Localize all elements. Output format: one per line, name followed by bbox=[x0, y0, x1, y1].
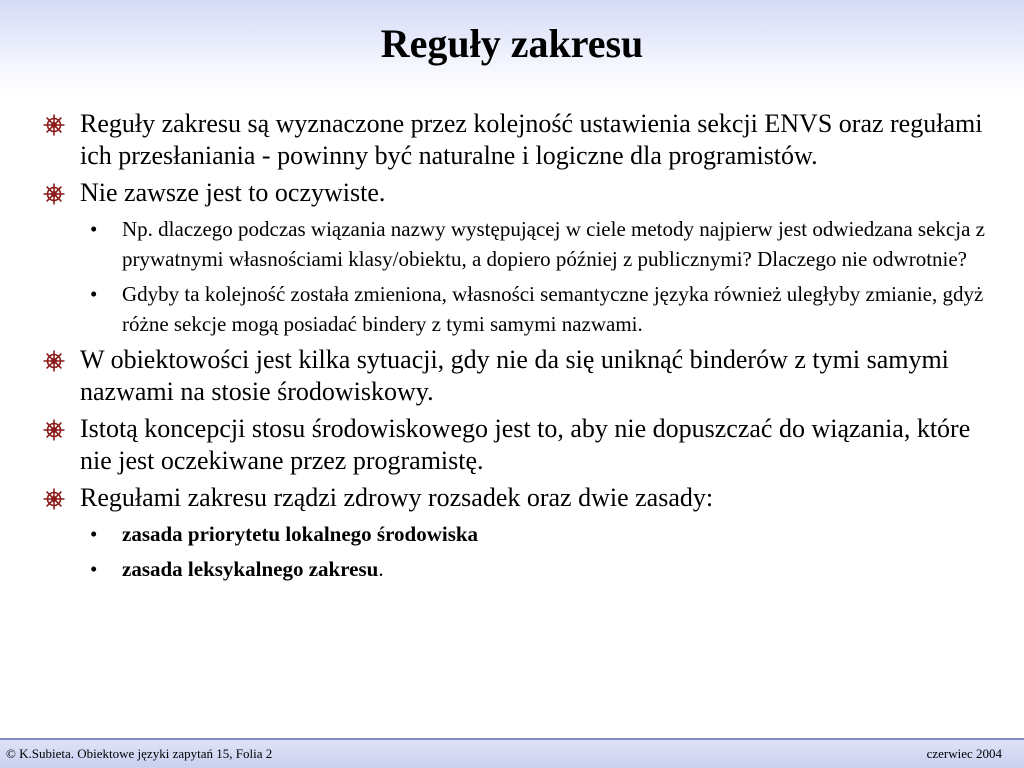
ship-wheel-icon bbox=[42, 182, 66, 206]
footer-copyright: © K.Subieta. Obiektowe języki zapytań 15, Folia 2 bbox=[6, 746, 273, 761]
sub-bullet-suffix: . bbox=[378, 557, 384, 581]
slide-title: Reguły zakresu bbox=[380, 21, 644, 66]
sub-bullet-dot: • bbox=[90, 557, 98, 581]
sub-bullet-text-bold: zasada priorytetu lokalnego środowiska bbox=[122, 522, 479, 546]
ship-wheel-icon bbox=[42, 113, 66, 137]
bullet-item bbox=[0, 344, 1024, 408]
bullet-text: Nie zawsze jest to oczywiste. bbox=[80, 178, 386, 207]
bullet-text: Reguły zakresu są wyznaczone przez kolejność ustawienia sekcji ENVS oraz regułami ich przesłaniania - powinny być naturalne i logiczne dla programistów. bbox=[80, 109, 983, 170]
bullet-item bbox=[0, 413, 1024, 477]
sub-bullet-text-bold: zasada leksykalnego zakresu bbox=[122, 557, 379, 581]
sub-bullet-item bbox=[0, 279, 1024, 339]
sub-bullet-dot: • bbox=[90, 282, 98, 306]
bullet-item bbox=[0, 177, 1024, 209]
sub-bullet-item bbox=[0, 519, 1024, 549]
footer-date: czerwiec 2004 bbox=[926, 746, 1002, 761]
ship-wheel-icon bbox=[42, 418, 66, 442]
sub-bullet-dot: • bbox=[90, 217, 98, 241]
bullet-text: Istotą koncepcji stosu środowiskowego jest to, aby nie dopuszczać do wiązania, które nie jest oczekiwane przez programistę. bbox=[80, 414, 971, 475]
ship-wheel-icon bbox=[42, 349, 66, 373]
footer-bar bbox=[0, 738, 1024, 768]
ship-wheel-icon bbox=[42, 487, 66, 511]
bullet-item bbox=[0, 482, 1024, 514]
sub-bullet-text: Np. dlaczego podczas wiązania nazwy występującej w ciele metody najpierw jest odwiedzana sekcja z prywatnymi własnościami klasy/obiektu, a dopiero później z publicznymi? Dlaczego nie odwrotnie? bbox=[122, 217, 985, 271]
sub-bullet-dot: • bbox=[90, 522, 98, 546]
bullet-text: Regułami zakresu rządzi zdrowy rozsadek oraz dwie zasady: bbox=[80, 483, 714, 512]
slide-content bbox=[0, 108, 1024, 589]
sub-bullet-text: Gdyby ta kolejność została zmieniona, własności semantyczne języka również uległyby zmianie, gdyż różne sekcje mogą posiadać bindery z tymi samymi nazwami. bbox=[122, 282, 984, 336]
bullet-item bbox=[0, 108, 1024, 172]
sub-bullet-item bbox=[0, 554, 1024, 584]
sub-bullet-item bbox=[0, 214, 1024, 274]
bullet-text: W obiektowości jest kilka sytuacji, gdy nie da się uniknąć binderów z tymi samymi nazwami na stosie środowiskowy. bbox=[80, 345, 949, 406]
